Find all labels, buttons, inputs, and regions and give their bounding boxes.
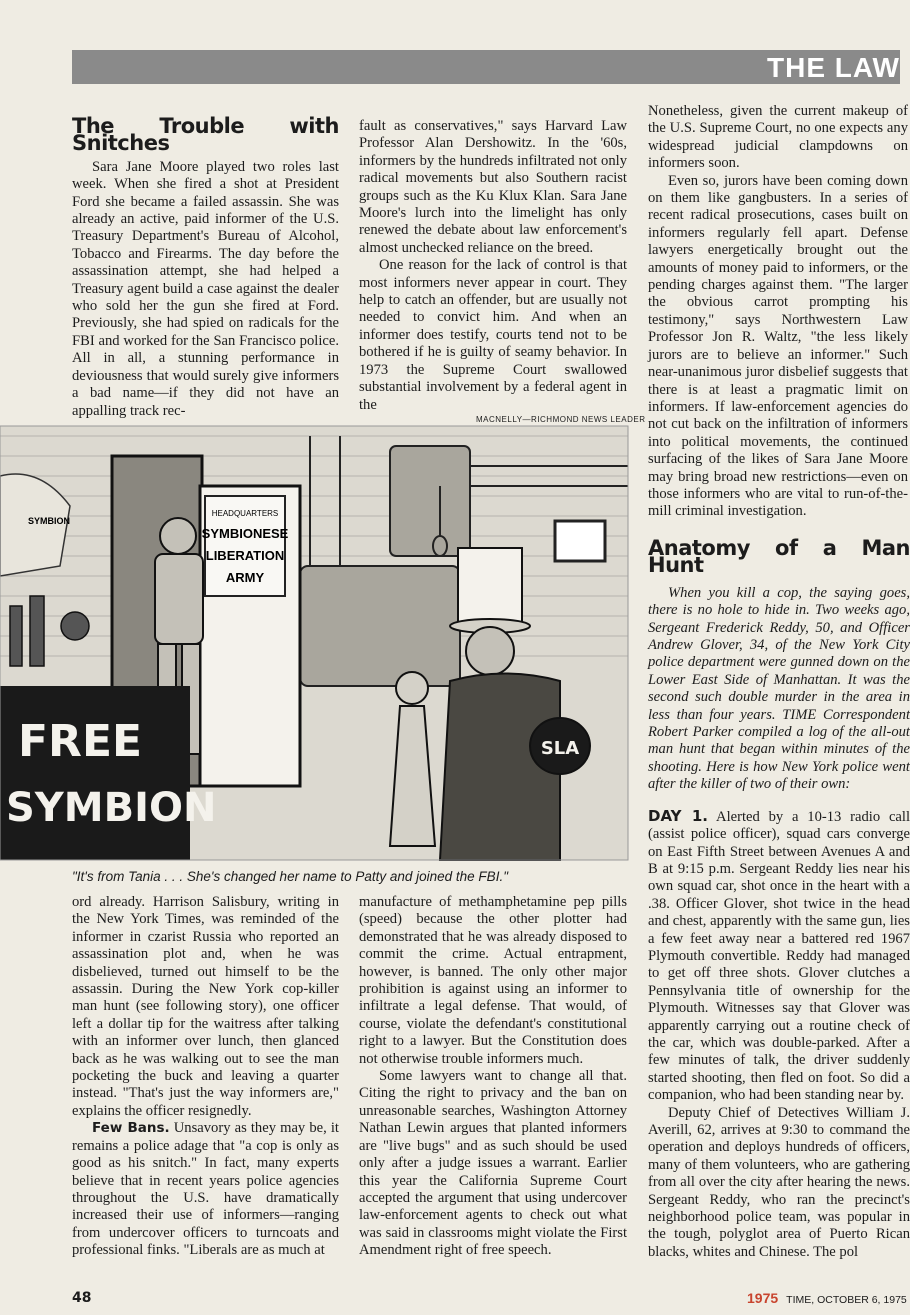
story1-col2-top: [359, 118, 627, 412]
door-sign-line: HEADQUARTERS: [211, 509, 279, 518]
story1-col1-bottom: [72, 894, 339, 1280]
banner-line: SYMBION: [6, 785, 217, 831]
story1-paragraph: [72, 1120, 339, 1259]
story2-paragraph: [648, 808, 910, 1105]
day1-text: Alerted by a 10-13 radio call (assist police officer), squad cars converge on East Fifth Street between Avenues A and B at 9:15 p.m. Sergeant Reddy lies near his own squad car, shot once in the heart with a .38. Officer Glover, shot twice in the head and chest, apparently with the same gun, lies a few feet away near a battered red 1967 Plymouth convertible. Reddy had managed to get off three shots. Glover clutches a Pennsylvania title of ownership for the Plymouth. Witnesses say that Glover was apparently carrying out a routine check of the car, which was double-parked. After a few minutes of talk, the driver suddenly started shooting, then fled on foot. So did a companion, who had been standing near by.: [648, 808, 910, 1104]
editorial-cartoon: [0, 426, 628, 860]
story1-col3: [648, 103, 908, 528]
armband-text: SLA: [540, 738, 580, 759]
story1-col1-top: [72, 114, 339, 419]
map-label: SYMBION: [28, 516, 71, 526]
story2-intro: [648, 585, 910, 794]
story1-headline: The Trouble with Snitches: [72, 114, 339, 156]
door-sign: [202, 496, 289, 596]
page-number: 48: [72, 1290, 92, 1306]
story1-paragraph: Nonetheless, given the current makeup of the U.S. Supreme Court, no one expects any widespread judicial clampdowns on informers soon.: [648, 103, 908, 172]
section-title: THE LAW: [767, 52, 900, 83]
story2-paragraph: Deputy Chief of Detectives William J. Averill, 62, arrives at 9:30 to command the operation and deploys hundreds of officers, many of them volunteers, who are gathering from all over the city after hearing the news. Sergeant Reddy, who ran the precinct's neighborhood police team, was popular in the tough, polyglot area of Puerto Rican blacks, whites and Chinese. The pol: [648, 1104, 910, 1260]
cartoon-credit: MACNELLY—RICHMOND NEWS LEADER: [476, 415, 646, 424]
story1-paragraph-text: Unsavory as they may be, it remains a police adage that "a cop is only as good as his snitch." In fact, many experts believe that in recent years police agencies throughout the U.S. have dramatically increased their use of informers—ranging from undercover officers to turncoats and professional finks. "Liberals are as much at: [72, 1120, 339, 1259]
story1-paragraph: Even so, jurors have been coming down on them like gangbusters. In a series of recent radical prosecutions, cases built on informers regularly fell apart. Defense lawyers energetically brought out the amounts of money paid to informers, or the pending charges against them. "The larger the obvious carrot prompting his testimony," says Northwestern Law Professor Jon R. Waltz, "the less likely jurors are to believe an informer." Such near-unanimous juror disbelief suggests that there is at least a pragmatic limit on informers. If law-enforcement agencies do not cut back on the infiltration of informers into political movements, the continued surfacing of the likes of Sara Jane Moore may bring broad new restrictions—even on those informers who are vital to run-of-the-mill criminal investigation.: [648, 172, 908, 520]
cartoon-caption: "It's from Tania . . . She's changed her name to Patty and joined the FBI.": [72, 869, 508, 884]
footer-year: 1975: [747, 1290, 779, 1306]
issue-footer: [747, 1290, 907, 1306]
story1-paragraph: ord already. Harrison Salisbury, writing in the New York Times, was reminded of the informer in czarist Russia who reported an assassination plot and, when he was disbelieved, turned out himself to be the assassin. During the New York cop-killer man hunt (see following story), one officer left a dollar tip for the waitress after talking with an informer over lunch, then glanced back as he was walking out to see the man pocketing the buck and leaving a quarter instead. "That's just the way informers are," explains the officer resignedly.: [72, 894, 339, 1119]
story2-headline: Anatomy of a Man Hunt: [648, 536, 910, 578]
footer-issue: TIME, OCTOBER 6, 1975: [786, 1294, 907, 1306]
story2-intro-text: When you kill a cop, the saying goes, there is no hole to hide in. Two weeks ago, Sergeant Frederick Reddy, 50, and Officer Andrew Glover, 34, of the New York City police department were gunned down on the Lower East Side of Manhattan. It was the second such double murder in the area in less than four years. TIME Correspondent Robert Parker compiled a log of the all-out man hunt that began within minutes of the shooting. Here is how New York police went after the killer of two of their own:: [648, 584, 910, 793]
story2: [648, 536, 910, 1282]
day1-heading: DAY 1.: [648, 806, 709, 825]
story1-paragraph: fault as conservatives," says Harvard Law Professor Alan Dershowitz. In the '60s, informers by the hundreds infiltrated not only radical movements but also Southern racist groups such as the Ku Klux Klan. Sara Jane Moore's lurch into the limelight has only renewed the debate about law enforcement's almost unchecked reliance on the breed.: [359, 118, 627, 256]
door-sign-line: LIBERATION: [205, 548, 285, 563]
story1-paragraph: Sara Jane Moore played two roles last week. When she fired a shot at President Ford she became a failed assassin. She was already an active, paid informer of the U.S. Treasury Department's Bureau of Alcohol, Tobacco and Firearms. The day before the assassination attempt, she had helped a Treasury agent build a case against the dealer who sold her the gun she fired at Ford. Previously, she had spied on radicals for the FBI and worked for the San Francisco police. All in all, a stunning performance in deviousness that would surely give informers a bad name—if they did not have an appalling track rec-: [72, 158, 339, 419]
subhead-few-bans: Few Bans.: [92, 1120, 170, 1137]
story1-col2-bottom: [359, 894, 627, 1280]
story1-paragraph: manufacture of methamphetamine pep pills (speed) because the other plotter had demonstrated that he was already disposed to commit the crime. Actual entrapment, however, is banned. The only other major prohibition is against using an informer to infiltrate a legal defense. That would, of course, violate the defendant's constitutional right to a lawyer. But the Constitution does not otherwise trouble informers much.: [359, 894, 627, 1067]
section-banner: [72, 50, 900, 84]
door-sign-line: SYMBIONESE: [201, 526, 289, 541]
story1-paragraph: One reason for the lack of control is that most informers never appear in court. They help to catch an offender, but are usually not needed to convict him. And when an informer does testify, courts tend not to be bothered if he is guilty of seamy behavior. In 1973 the Supreme Court swallowed substantial involvement by a federal agent in the: [359, 257, 627, 413]
door-sign-line: ARMY: [225, 570, 265, 585]
story1-paragraph: Some lawyers want to change all that. Citing the right to privacy and the ban on unreasonable searches, Washington Attorney Nathan Lewin argues that planted informers are "live bugs" and as such should be used only after a judge issues a warrant. Earlier this year the California Supreme Court accepted the argument that using undercover law-enforcement agents to check out what was said in classrooms might violate the First Amendment right of free speech.: [359, 1068, 627, 1259]
banner-line: FREE: [18, 716, 143, 767]
